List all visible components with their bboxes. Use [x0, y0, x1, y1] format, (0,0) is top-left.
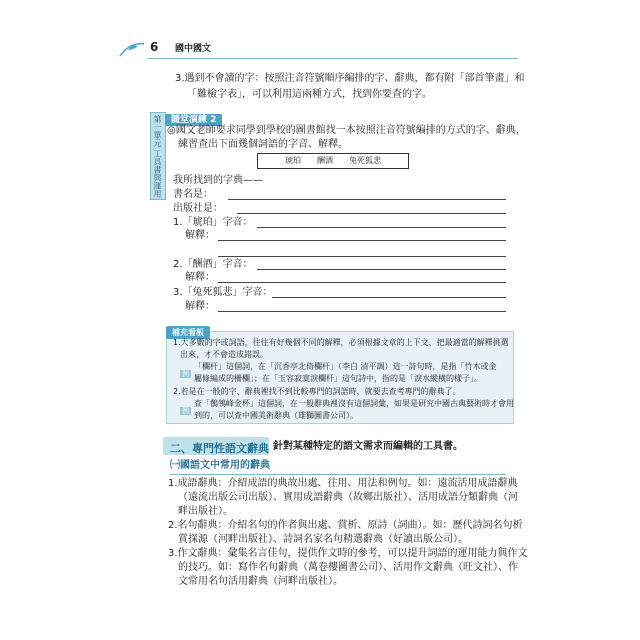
leaf-decoration-icon: [118, 38, 148, 60]
q2-label: 2.「酬酒」字音：: [173, 259, 253, 270]
idiom-dict-line-3: 畔出版社）。: [178, 506, 233, 517]
q1-meaning-label: 解釋：: [185, 230, 215, 241]
section2-description: 針對某種特定的語文需求而編輯的工具書。: [273, 441, 463, 452]
idiom-dict-line-2: （遠流出版公司出版）、實用成語辭典（故鄉出版社）、活用成語分類辭典（河: [178, 492, 518, 503]
note-line-4: 屬條編成的柵欄」；在「玉容寂寞淚欄杆」這句詩中，指的是「淚水縱橫的樣子」。: [194, 374, 482, 383]
item3-line1: 3.遇到不會讀的字：按照注音符號順序編排的字、辭典，都有附「部首筆畫」和: [175, 73, 525, 84]
note-line-1: 1.大多數的字或詞語，往往有好幾個不同的解釋，必須根據文章的上下文，把最適當的解釋挑選: [173, 338, 509, 347]
side-tab: 第一單元 工具書與運用: [150, 112, 166, 200]
quote-dict-line-2: 賞探源（河畔出版社）、詩詞名家名句精選辭典（好讀出版公司）。: [178, 534, 468, 545]
note-example-tag-1: 例: [182, 370, 189, 378]
essay-dict-line-3: 文常用名句活用辭典（河畔出版社）。: [178, 576, 343, 587]
quote-dict-line-1: 2.名句辭典：介紹名句的作者與出處、賞析、原詩（詞曲）。如：歷代詩詞名句析: [168, 520, 523, 531]
q2-sound-line[interactable]: [257, 269, 506, 270]
note-line-5: 2.若是在一般的字、辭典裡找不到比較專門的詞語時，就要去查考專門的辭典了。: [173, 387, 461, 396]
header-divider: [148, 58, 518, 59]
publisher-label: 出版社是：: [173, 203, 223, 214]
q1-meaning-line-1[interactable]: [218, 240, 506, 241]
word-list-box: 琥珀 酬酒 兔死狐悲: [257, 153, 409, 169]
exercise-badge: 隨堂演練 2: [165, 107, 222, 126]
q1-meaning-line-2[interactable]: [218, 256, 506, 257]
book-name-line[interactable]: [228, 199, 506, 200]
exercise-prompt-2: 練習查出下面幾個詞語的字音、解釋。: [178, 139, 348, 150]
q3-label: 3.「兔死狐悲」字音：: [173, 287, 273, 298]
note-line-6: 查「鶺鴒峰金杯」這個詞，在一般辭典裡沒有這個詞彙，如果是研究中國古典藝術時才會用: [194, 399, 514, 408]
subsection-heading: ㈠國語文中常用的辭典: [170, 459, 506, 475]
page-number: 6: [150, 40, 159, 54]
book-name-label: 書名是：: [173, 189, 213, 200]
q2-meaning-label: 解釋：: [185, 272, 215, 283]
publisher-line[interactable]: [237, 213, 506, 214]
q3-sound-line[interactable]: [272, 297, 506, 298]
note-line-7: 到的，可以查中國美術辭典（雄獅圖書公司）。: [194, 411, 358, 420]
exercise-prompt-1: ◎國文老師要求同學到學校的圖書館找一本按照注音符號編排的方式的字、辭典，: [167, 125, 526, 136]
found-dictionary-label: 我所找到的字典——: [173, 175, 263, 186]
note-example-tag-2: 例: [182, 407, 189, 415]
item3-line2: 「難檢字表」，可以利用這兩種方式，找到你要查的字。: [187, 89, 432, 100]
book-title: 國中國文: [175, 44, 212, 54]
supplement-note-tag: 補充看板: [166, 326, 210, 339]
note-line-2: 出來，才不會造成錯誤。: [180, 350, 268, 359]
note-line-3: 「欄杆」這個詞，在「沉香亭北倚欄杆」（李白 清平調）這一詩句時，是指「竹木或金: [194, 362, 497, 371]
essay-dict-line-1: 3.作文辭典：彙集名言佳句，提供作文時的參考，可以提升詞語的運用能力與作文: [168, 548, 528, 559]
q1-label: 1.「琥珀」字音：: [173, 217, 253, 228]
essay-dict-line-2: 的技巧。如：寫作名句辭典（萬卷樓圖書公司）、活用作文辭典（旺文社）、作: [178, 562, 518, 573]
idiom-dict-line-1: 1.成語辭典：介紹成語的典故出處、往用、用法和例句。如：遠流活用成語辭典: [168, 478, 518, 489]
q3-meaning-line[interactable]: [218, 311, 506, 312]
q2-meaning-line[interactable]: [218, 282, 506, 283]
section2-heading: 二、專門性語文辭典: [170, 442, 269, 455]
q1-sound-line[interactable]: [257, 227, 506, 228]
q3-meaning-label: 解釋：: [185, 301, 215, 312]
